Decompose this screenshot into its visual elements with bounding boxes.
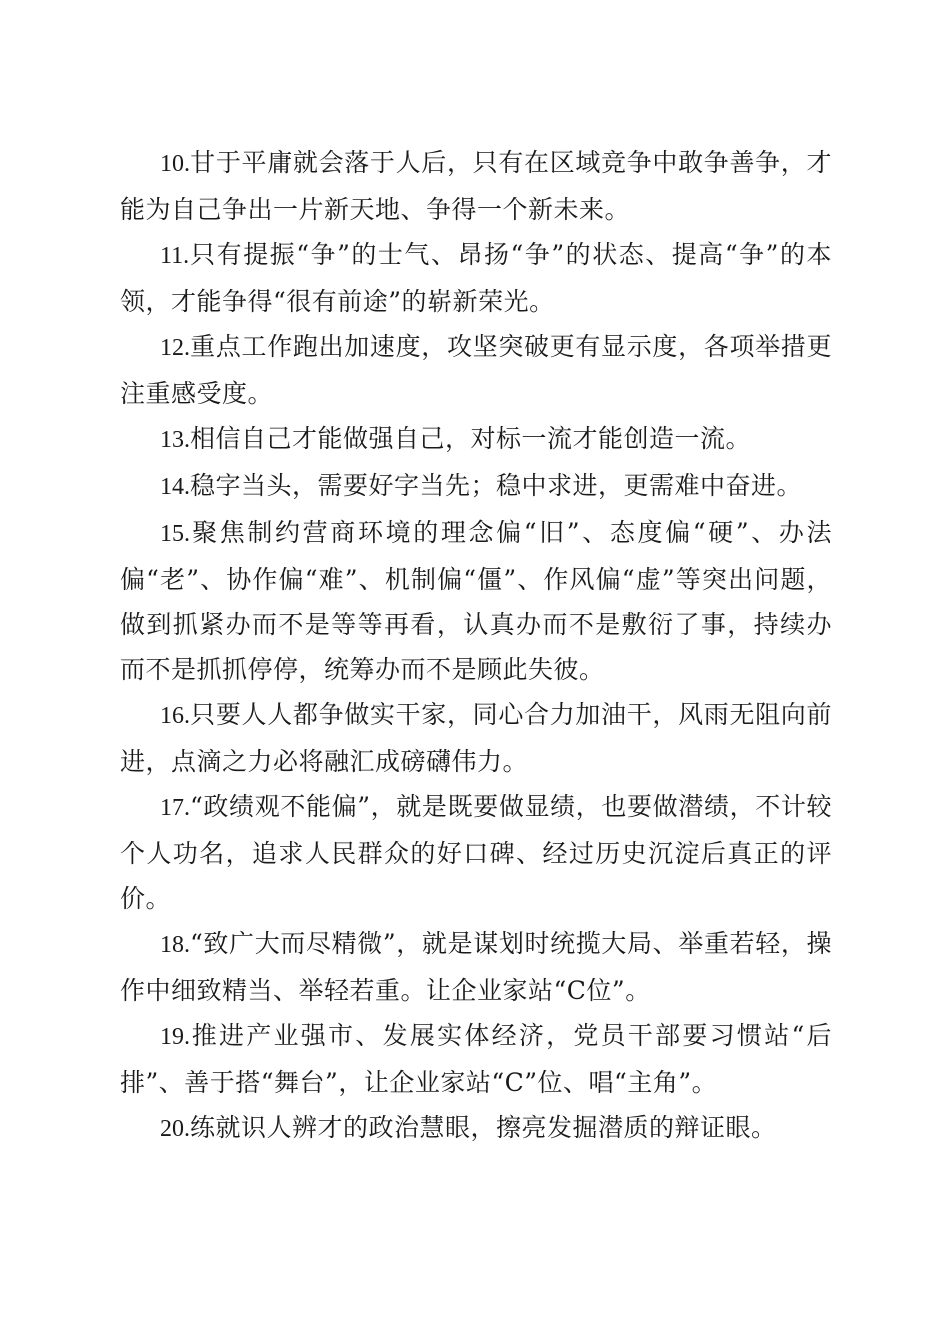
- item-text: 重点工作跑出加速度，攻坚突破更有显示度，各项举措更注重感受度。: [120, 332, 832, 408]
- paragraph-12: [120, 324, 832, 416]
- item-text: “致广大而尽精微”，就是谋划时统揽大局、举重若轻，操作中细致精当、举轻若重。让企业家站“C位”。: [120, 929, 832, 1005]
- item-number: 12.: [160, 335, 190, 361]
- paragraph-18: [120, 921, 832, 1013]
- item-number: 14.: [160, 474, 190, 500]
- item-text: 推进产业强市、发展实体经济，党员干部要习惯站“后排”、善于搭“舞台”，让企业家站“C”位、唱“主角”。: [120, 1021, 832, 1097]
- paragraph-20: [120, 1105, 832, 1152]
- paragraph-19: [120, 1013, 832, 1105]
- item-number: 10.: [160, 151, 190, 177]
- item-text: 相信自己才能做强自己，对标一流才能创造一流。: [190, 424, 752, 453]
- item-number: 19.: [160, 1024, 190, 1050]
- item-text: 只要人人都争做实干家，同心合力加油干，风雨无阻向前进，点滴之力必将融汇成磅礴伟力。: [120, 700, 832, 776]
- item-text: 稳字当头，需要好字当先；稳中求进，更需难中奋进。: [190, 471, 803, 500]
- item-number: 13.: [160, 427, 190, 453]
- item-text: 甘于平庸就会落于人后，只有在区域竞争中敢争善争，才能为自己争出一片新天地、争得一个新未来。: [120, 148, 832, 224]
- item-number: 18.: [160, 932, 190, 958]
- item-number: 20.: [160, 1116, 190, 1142]
- item-number: 11.: [160, 243, 190, 269]
- item-number: 16.: [160, 703, 190, 729]
- paragraph-15: [120, 510, 832, 692]
- item-number: 15.: [160, 521, 190, 547]
- paragraph-13: [120, 416, 832, 463]
- paragraph-17: [120, 784, 832, 921]
- paragraph-16: [120, 692, 832, 784]
- paragraph-14: [120, 463, 832, 510]
- item-text: 只有提振“争”的士气、昂扬“争”的状态、提高“争”的本领，才能争得“很有前途”的崭新荣光。: [120, 240, 832, 316]
- item-text: “政绩观不能偏”，就是既要做显绩，也要做潜绩，不计较个人功名，追求人民群众的好口碑、经过历史沉淀后真正的评价。: [120, 792, 832, 913]
- document-body: [120, 140, 832, 1152]
- item-text: 聚焦制约营商环境的理念偏“旧”、态度偏“硬”、办法偏“老”、协作偏“难”、机制偏“僵”、作风偏“虚”等突出问题，做到抓紧办而不是等等再看，认真办而不是敷衍了事，持续办而不是抓抓停停，统筹办而不是顾此失彼。: [120, 518, 832, 684]
- item-text: 练就识人辨才的政治慧眼，擦亮发掘潜质的辩证眼。: [190, 1113, 777, 1142]
- item-number: 17.: [160, 795, 190, 821]
- paragraph-11: [120, 232, 832, 324]
- paragraph-10: [120, 140, 832, 232]
